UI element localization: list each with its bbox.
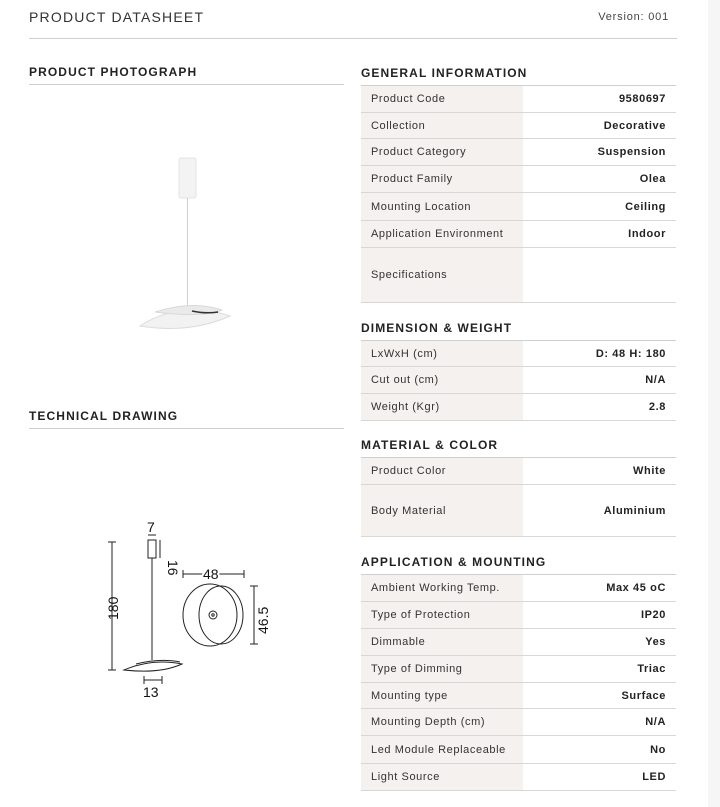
product-photo: [110, 150, 250, 345]
dim-width-top: 7: [147, 519, 155, 535]
row-value: Surface: [621, 689, 666, 702]
row-value: D: 48 H: 180: [595, 347, 666, 360]
row-value: Decorative: [603, 119, 666, 132]
row-value: Indoor: [628, 228, 666, 240]
datasheet-header: [29, 0, 677, 39]
row-label: Ambient Working Temp.: [361, 575, 523, 601]
section-title-application: APPLICATION & MOUNTING: [361, 555, 676, 575]
row-label: Body Material: [361, 485, 523, 536]
document-title: PRODUCT DATASHEET: [29, 9, 205, 25]
table-row: [361, 221, 676, 248]
table-row: [361, 575, 676, 602]
pendant-lamp-image: [110, 150, 250, 340]
row-value: Triac: [637, 663, 666, 675]
table-row: [361, 736, 676, 764]
row-value: Olea: [639, 173, 666, 185]
row-label: Light Source: [361, 764, 523, 790]
table-row: [361, 709, 676, 736]
row-value: LED: [642, 771, 666, 783]
row-label: Cut out (cm): [361, 367, 523, 393]
table-row: [361, 629, 676, 656]
dim-height-total: 180: [105, 596, 121, 620]
table-row: [361, 341, 676, 367]
row-label: Weight (Kgr): [361, 394, 523, 420]
row-value: Aluminium: [603, 504, 666, 517]
table-row: [361, 656, 676, 683]
row-value: Yes: [645, 636, 666, 648]
row-label: Application Environment: [361, 221, 523, 247]
row-value: Max 45 oC: [606, 582, 666, 594]
row-label: Led Module Replaceable: [361, 736, 523, 763]
row-value: No: [650, 743, 666, 756]
row-label: Mounting Depth (cm): [361, 709, 523, 735]
row-label: Product Code: [361, 86, 523, 112]
row-value: [523, 248, 676, 302]
section-title-material: MATERIAL & COLOR: [361, 438, 676, 458]
page-edge: [708, 0, 720, 807]
row-label: Type of Dimming: [361, 656, 523, 682]
table-row: [361, 113, 676, 139]
row-value: White: [633, 465, 666, 477]
row-label: Product Family: [361, 166, 523, 192]
table-row: [361, 602, 676, 629]
dim-height-top: 16: [165, 560, 181, 576]
table-row: [361, 764, 676, 791]
row-label: Type of Protection: [361, 602, 523, 628]
row-label: LxWxH (cm): [361, 341, 523, 366]
row-value: N/A: [645, 716, 666, 728]
table-row: [361, 86, 676, 113]
row-label: Mounting Location: [361, 193, 523, 220]
table-row: [361, 139, 676, 166]
version-label: Version: 001: [598, 11, 669, 23]
dim-depth: 46.5: [255, 606, 271, 634]
row-label: Collection: [361, 113, 523, 138]
row-value: Ceiling: [625, 200, 666, 213]
section-title-dimension: DIMENSION & WEIGHT: [361, 321, 676, 341]
table-row: [361, 458, 676, 485]
table-row: [361, 193, 676, 221]
table-row: [361, 367, 676, 394]
section-title-drawing: TECHNICAL DRAWING: [29, 409, 344, 429]
row-label: Dimmable: [361, 629, 523, 655]
technical-drawing-svg: [90, 510, 290, 710]
table-row: [361, 683, 676, 709]
row-value: Suspension: [597, 146, 666, 158]
dim-diameter: 48: [203, 566, 219, 582]
row-value: IP20: [640, 609, 666, 621]
row-label: Specifications: [361, 248, 523, 302]
row-label: Product Category: [361, 139, 523, 165]
dim-base: 13: [143, 684, 159, 700]
table-row: [361, 166, 676, 193]
row-value: N/A: [645, 374, 666, 386]
row-label: Mounting type: [361, 683, 523, 708]
table-row: [361, 394, 676, 421]
row-label: Product Color: [361, 458, 523, 484]
row-value: 9580697: [618, 93, 666, 105]
section-title-general: GENERAL INFORMATION: [361, 66, 676, 86]
table-row: [361, 485, 676, 537]
section-title-photo: PRODUCT PHOTOGRAPH: [29, 65, 344, 85]
table-row: [361, 248, 676, 303]
technical-drawing: [90, 510, 290, 715]
row-value: 2.8: [648, 401, 666, 413]
